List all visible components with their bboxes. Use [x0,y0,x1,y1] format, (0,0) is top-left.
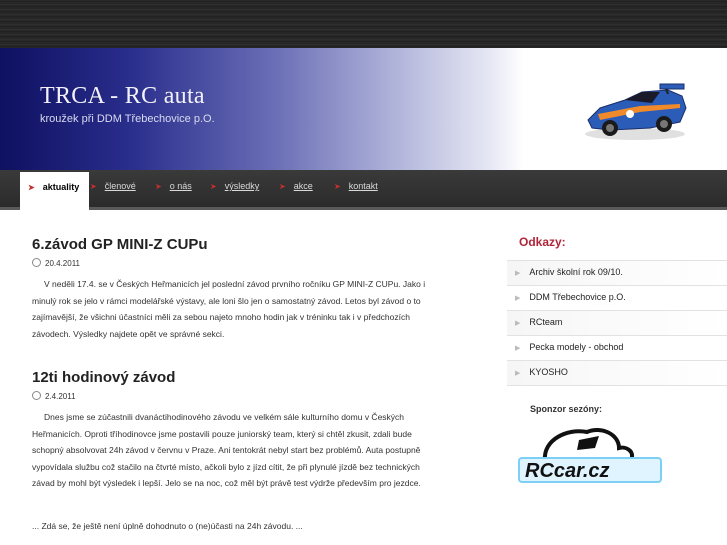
site-subtitle: kroužek při DDM Třebechovice p.O. [40,113,215,125]
clock-icon [32,258,41,267]
sponsor-logo[interactable] [515,422,665,492]
link-label: Pecka modely - obchod [529,342,624,352]
nav-arrow-icon: ➤ [279,182,286,191]
sidebar-link-kyosho[interactable] [507,361,727,386]
bullet-arrow-icon: ▶ [515,345,521,352]
link-label: KYOSHO [529,367,568,377]
main-navigation [0,170,727,210]
sidebar-title: Odkazy: [519,235,566,249]
nav-item-clenove[interactable] [90,170,136,207]
post-title[interactable]: 12ti hodinový závod [32,369,176,386]
nav-arrow-icon: ➤ [210,182,217,191]
clock-icon [32,391,41,400]
header-banner [0,48,727,170]
post-body-text: Dnes jsme se zúčastnili dvanáctihodinového závodu ve velkém sále kulturního domu v Českých Heřmanicích. Oproti tříhodinovce jsme postavili pouze juniorský team, který si chtěl zkusit, zdali bude schopný absolvovat 24h závod v červnu v Praze. Ani tentokrát nebyl start bez problémů. Auta postupně vypovídala službu což stačilo na čtvrté místo, ačkoli bylo z jízd cítit, že při plynulé jízdě bez technických závad by mohl být výsledek i lepší. Jelo se na noc, což měl být právě test výdrže především pro jezdce. [32,412,421,488]
post-body [32,409,444,492]
post-date [32,258,80,268]
post-body [32,276,444,342]
link-label: Archiv školní rok 09/10. [529,267,623,277]
nav-label: výsledky [224,181,260,191]
link-label: DDM Třebechovice p.O. [529,292,626,302]
nav-label: členové [104,181,136,191]
top-texture-bar [0,0,727,48]
post-title[interactable]: 6.závod GP MINI-Z CUPu [32,236,208,253]
nav-arrow-icon: ➤ [28,183,35,192]
nav-item-akce[interactable] [279,170,313,207]
nav-label: kontakt [348,181,378,191]
sidebar-link-rcteam[interactable] [507,311,727,336]
sponsor-title: Sponzor sezóny: [530,404,603,414]
bullet-arrow-icon: ▶ [515,270,521,277]
post-continuation: ... Zdá se, že ještě není úplně dohodnuto o (ne)účasti na 24h závodu. ... [32,521,303,531]
sidebar-links [507,260,727,386]
sidebar-link-archiv[interactable] [507,261,727,286]
post-date-text: 2.4.2011 [45,392,76,401]
nav-item-o-nas[interactable] [155,170,192,207]
post-body-text: V neděli 17.4. se v Českých Heřmanicích jel poslední závod prvního ročníku GP MINI-Z CUPu. Jako i minulý rok se jelo v rámci modelářské výstavy, ale loni šlo jen o samostatný závod. Letos byl závod o to zajímavější, že všichni účastníci měli za sebou najeto mnoho hodin jak v tréninku tak i v předchozích závodech. Výsledky najdete opět ve správné sekci. [32,279,426,339]
nav-arrow-icon: ➤ [155,182,162,191]
post-date-text: 20.4.2011 [45,259,80,268]
sponsor-logo-text: RCcar.cz [525,460,610,482]
bullet-arrow-icon: ▶ [515,320,521,327]
post-date [32,391,76,401]
nav-label: o nás [169,181,192,191]
sidebar-link-pecka[interactable] [507,336,727,361]
sidebar-link-ddm[interactable] [507,286,727,311]
nav-item-vysledky[interactable] [210,170,259,207]
nav-label: aktuality [42,182,80,192]
nav-item-kontakt[interactable] [334,170,378,207]
site-title[interactable]: TRCA - RC auta [40,83,205,109]
nav-arrow-icon: ➤ [334,182,341,191]
bullet-arrow-icon: ▶ [515,370,521,377]
link-label: RCteam [529,317,563,327]
nav-label: akce [293,181,313,191]
nav-item-aktuality[interactable] [20,172,89,212]
rc-car-image [580,70,690,145]
bullet-arrow-icon: ▶ [515,295,521,302]
nav-arrow-icon: ➤ [90,182,97,191]
